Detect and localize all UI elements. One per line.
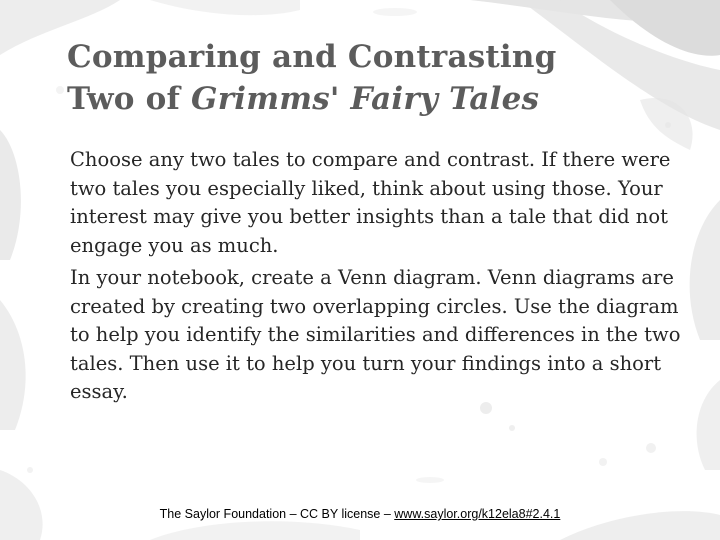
footer-link[interactable]: www.saylor.org/k12ela8#2.4.1 <box>394 507 561 521</box>
slide-title <box>67 36 687 120</box>
slide-body <box>70 146 690 411</box>
title-line-2 <box>67 78 687 120</box>
footer-text: The Saylor Foundation – CC BY license – <box>159 507 395 521</box>
title-prefix: Two of <box>67 81 192 117</box>
body-paragraph-1: Choose any two tales to compare and contrast. If there were two tales you especially liked, think about using those. Your interest may give you better insights than a tale that did not engage you as much. <box>70 148 671 257</box>
body-paragraph-2: In your notebook, create a Venn diagram. Venn diagrams are created by creating two overlapping circles. Use the diagram to help you identify the similarities and differences in the two tales. Then use it to help you turn your findings into a short essay. <box>70 266 681 403</box>
title-line-1: Comparing and Contrasting <box>67 39 557 75</box>
title-book-name: Grimms' Fairy Tales <box>191 81 540 117</box>
footer-attribution <box>0 507 720 521</box>
